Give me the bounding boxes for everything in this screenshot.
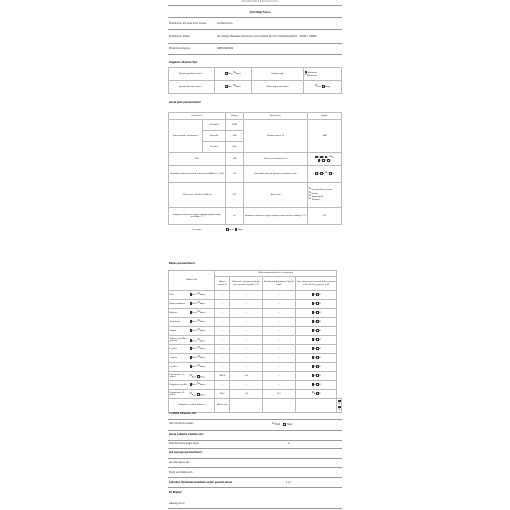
height-label: Yükseklik <box>203 120 226 131</box>
compartment-name: Şarap saklama <box>169 303 185 306</box>
climate-option-label: Genişletilmiş ılıman <box>310 189 332 192</box>
appliance-type-title: Soğutma cihazının tipi: <box>169 61 198 64</box>
checked-mark-icon[interactable]: ☒ <box>197 310 200 314</box>
volume-cell: — <box>215 309 230 318</box>
winter-options: Evet Hayır <box>226 225 342 235</box>
option-label: Evet <box>192 366 198 369</box>
option-label: M <box>318 357 321 360</box>
option-label: A <box>314 330 317 333</box>
energy-class-option-label: E <box>320 159 323 162</box>
table-row <box>169 372 342 381</box>
wine-bottles-value: 0 <box>288 442 290 445</box>
col-header-value: Değer <box>226 113 244 120</box>
option-label: Evet <box>192 330 198 333</box>
volume-cell: — <box>215 381 230 390</box>
warranty-label: Tedarikçi tarafından belirtilen asgari garanti süresi <box>169 481 233 484</box>
checked-mark-icon[interactable]: ☒ <box>197 328 200 332</box>
divider <box>168 54 342 55</box>
compartment-type-cell <box>169 372 215 381</box>
total-volume-label: Toplam hacim (l) <box>244 120 308 153</box>
freezing-capacity-cell: 8,0 <box>263 390 296 399</box>
freezing-capacity-cell: — <box>263 381 296 390</box>
table-row <box>169 327 342 336</box>
compartment-name: Mahzen <box>169 312 178 315</box>
compartment-name: Yüksek nem/Taze yiyecek <box>169 337 188 342</box>
temperature-cell: — <box>230 363 263 372</box>
extra-info-link[interactable]: www.lg.com.tr <box>169 502 185 505</box>
table-row <box>169 291 342 300</box>
temperature-cell: — <box>230 354 263 363</box>
defrost-type-cell <box>295 372 337 381</box>
supplier-address-label: Tedarikçinin adresi: <box>169 35 191 38</box>
option-label: M <box>318 303 321 306</box>
divider <box>168 440 342 441</box>
col-header-parameter-2: Parametre <box>244 113 308 120</box>
checked-mark-icon[interactable]: ☒ <box>314 84 317 88</box>
temperature-cell: — <box>230 381 263 390</box>
light-source-title: Işık kaynağı parametreleri: <box>169 451 203 454</box>
defrost-type-cell <box>295 327 337 336</box>
compartment-type-cell <box>169 390 215 399</box>
option-label: Evet <box>192 312 198 315</box>
option-label: Hayır <box>199 303 206 306</box>
freezing-capacity-cell: — <box>263 291 296 300</box>
option-label: Hayır <box>199 357 206 360</box>
low-noise-options: Evet ☒Hayır <box>214 68 251 81</box>
option-label: Evet <box>192 321 198 324</box>
table-row <box>169 399 342 413</box>
option-label: A <box>314 312 317 315</box>
climate-option-label: Subtropikal <box>310 195 324 198</box>
noise-class-options <box>308 166 342 183</box>
min-temp-label: Soğutma cihazının uygun olduğu asgari ortam sıcaklığı (°C) <box>169 208 226 225</box>
checked-mark-icon[interactable]: ☒ <box>189 374 192 378</box>
compartment-type-cell <box>169 318 215 327</box>
temperature-cell: — <box>230 336 263 345</box>
option-label: A <box>314 348 317 351</box>
product-information-sheet <box>168 0 342 510</box>
option-label: A <box>314 357 317 360</box>
light-class-label: Enerji verimliliği sınıfı <box>169 471 193 474</box>
energy-class-label: Enerji verimliliği sınıfı <box>244 153 308 166</box>
volume-cell: — <box>215 345 230 354</box>
option-label: A <box>314 384 317 387</box>
col-header-compartment-type: Bölme tipi <box>169 271 215 291</box>
model-label: Model tanımlayıcısı: <box>169 47 191 50</box>
volume-cell: 98,0 <box>215 390 230 399</box>
defrost-type-cell <box>295 390 337 399</box>
supplier-name-value: LG Electronics <box>217 22 233 25</box>
divider <box>168 5 342 6</box>
checked-mark-icon[interactable]: ☒ <box>308 187 311 191</box>
low-noise-label: Düşük gürültülü cihaz: <box>169 68 215 81</box>
compartment-name: Dondurucu (4-yıldız) <box>169 391 185 396</box>
noise-label: Havadaki akustik gürültü emisyonu [dB(A) re 1 pW] <box>169 166 226 183</box>
four-star-title: 4 yıldızlı bölmeler için <box>169 412 197 415</box>
design-type-label: Tasarım tipi: <box>252 68 304 81</box>
table-row <box>169 354 342 363</box>
checked-mark-icon[interactable]: ☒ <box>197 301 200 305</box>
divider <box>168 43 342 44</box>
freezing-capacity-cell: — <box>263 372 296 381</box>
divider <box>168 448 342 449</box>
checked-mark-icon[interactable]: ☒ <box>197 319 200 323</box>
checked-mark-icon[interactable]: ☒ <box>197 338 200 342</box>
temperature-cell: — <box>230 291 263 300</box>
max-temp-value: 43 <box>308 208 342 225</box>
option-label: Evet <box>191 394 198 396</box>
compartment-name: Kiler <box>169 294 175 297</box>
temperature-cell: — <box>230 345 263 354</box>
option-label: Evet <box>192 348 198 351</box>
table-row <box>169 309 342 318</box>
wine-bottles-label: Standart şarap şişesi sayısı <box>169 442 199 445</box>
checkbox[interactable] <box>338 400 341 403</box>
table-row <box>169 381 342 390</box>
freezing-capacity-cell <box>295 399 340 413</box>
checked-mark-icon[interactable]: ☒ <box>308 197 311 201</box>
energy-class-option-label: F <box>325 159 327 162</box>
option-label: Hayır <box>199 348 206 351</box>
checked-mark-icon[interactable]: ☒ <box>233 84 236 88</box>
light-type-label: Işık kaynağının tipi <box>169 461 190 464</box>
compartment-name: 2-yıldız <box>169 366 177 369</box>
checked-mark-icon[interactable]: ☒ <box>197 292 200 296</box>
compartment-type-cell <box>169 354 215 363</box>
temperature-cell: — <box>230 309 263 318</box>
option-label: A <box>314 375 317 378</box>
option-label: M <box>318 384 321 387</box>
divider <box>168 508 342 509</box>
height-value: 1980 <box>226 120 244 131</box>
climate-options <box>308 183 342 208</box>
compartment-name: Soğuk <box>169 330 176 333</box>
wine-title: Şarap saklama cihazları için <box>169 433 204 436</box>
divider <box>168 467 342 468</box>
option-label: A <box>314 339 317 342</box>
temperature-cell: +4 <box>230 372 263 381</box>
compartment-table <box>168 270 342 413</box>
document-subtitle: Ürün Bilgi Formu <box>249 11 271 14</box>
checked-mark-icon[interactable]: ☒ <box>197 346 200 350</box>
variable-temp-label: Değişken sıcaklık bölmesi <box>169 399 215 413</box>
option-label: Evet <box>192 340 198 342</box>
freezing-capacity-cell: — <box>263 300 296 309</box>
col-header-parameter: Parametre <box>169 113 226 120</box>
checked-mark-icon[interactable]: ☒ <box>308 194 311 197</box>
table-row <box>169 336 342 345</box>
compartment-type-cell <box>169 300 215 309</box>
wine-storage-options: Evet ☒Hayır <box>214 81 251 94</box>
option-label: M <box>338 408 341 411</box>
freezing-capacity-cell: — <box>263 318 296 327</box>
volume-cell: — <box>215 291 230 300</box>
defrost-type-cell <box>295 309 337 318</box>
noise-class-option-label: A <box>318 173 321 176</box>
option-label: Evet <box>192 294 198 297</box>
defrost-type-cell <box>295 363 337 372</box>
temperature-cell: — <box>230 318 263 327</box>
compartment-type-cell <box>169 309 215 318</box>
table-row <box>169 390 342 399</box>
energy-class-options <box>308 153 342 166</box>
option-label: Evet <box>191 376 198 378</box>
option-label: Hayır <box>199 366 206 369</box>
defrost-type-cell <box>295 318 337 327</box>
option-label: A <box>314 393 317 396</box>
option-label: Hayır <box>199 340 206 342</box>
option-label: M <box>318 321 321 324</box>
table-row <box>169 345 342 354</box>
option-label: A <box>314 366 317 369</box>
divider <box>168 419 342 420</box>
checked-mark-icon[interactable]: ☒ <box>304 73 307 76</box>
compartment-type-cell <box>169 345 215 354</box>
option-label: Hayır <box>199 384 206 387</box>
defrost-type-cell <box>295 345 337 354</box>
divider <box>168 29 342 30</box>
noise-class-option-label: C <box>327 173 330 176</box>
checked-mark-icon[interactable]: ☒ <box>197 364 200 368</box>
energy-class-option-label: B <box>322 156 325 159</box>
min-temp-value: 10 <box>226 208 244 225</box>
option-label: Evet <box>192 357 198 360</box>
annual-energy-value: 227 <box>226 183 244 208</box>
warranty-value: 2 yıl <box>286 481 291 484</box>
dimensions-label: Tüm boyutlar (milimetre) <box>169 120 203 153</box>
option-label: M <box>318 312 321 315</box>
freezing-capacity-cell: — <box>263 354 296 363</box>
appliance-type-table <box>168 67 342 94</box>
defrost-type-cell <box>337 399 342 413</box>
divider <box>168 458 342 459</box>
option-label: A <box>314 294 317 297</box>
other-appliance-label: Diğer soğutma cihazı: <box>252 81 304 94</box>
freezing-capacity-cell: — <box>263 345 296 354</box>
checked-mark-icon[interactable]: ☒ <box>197 382 200 386</box>
compartment-name: Taze besin <box>169 321 181 324</box>
temperature-cell <box>263 399 296 413</box>
freezing-capacity-cell: — <box>263 363 296 372</box>
freezing-capacity-cell: — <box>263 309 296 318</box>
supplier-name-label: Tedarikçinin adı veya ticari ünvanı: <box>169 22 208 25</box>
noise-class-option-label: D <box>331 173 334 176</box>
eei-value: 108 <box>226 153 244 166</box>
max-temp-label: Soğutma cihazının uygun olduğu azami ortam sıcaklığı (°C) <box>244 208 308 225</box>
checkbox[interactable] <box>338 406 341 409</box>
total-volume-value: 384 <box>308 120 342 153</box>
option-label: M <box>318 366 321 369</box>
temperature-cell: — <box>230 327 263 336</box>
defrost-type-cell <box>295 336 337 345</box>
checkbox[interactable] <box>235 228 238 231</box>
option-label: M <box>318 348 321 351</box>
compartment-name: 1-yıldız <box>169 357 177 360</box>
noise-value: 36 <box>226 166 244 183</box>
variable-temp-value: Bölme tipi <box>215 399 230 413</box>
divider <box>168 487 342 488</box>
design-type-options: Ankastre ☒ Bağımsız <box>304 68 342 81</box>
option-label: M <box>318 294 321 297</box>
option-label: Evet <box>192 384 198 387</box>
winter-label: Kış ayarı <box>192 228 202 231</box>
document-code: (EU) 2019/2016 Bilgi Kayıt Formu <box>241 0 279 3</box>
volume-cell: — <box>215 363 230 372</box>
general-params-title: Genel ürün parametreleri: <box>169 101 202 104</box>
checked-mark-icon[interactable]: ☒ <box>189 392 192 396</box>
compartment-name: Dondurucu (3-yıldız) <box>169 373 185 378</box>
defrost-type-cell <box>295 291 337 300</box>
option-label: Hayır <box>199 394 206 396</box>
checked-mark-icon[interactable]: ☒ <box>272 422 275 425</box>
compartment-type-cell <box>169 327 215 336</box>
table-row <box>169 300 342 309</box>
col-header-freezing-capacity: Dondurma Kapasitesi (kg/24 saat) <box>263 277 296 291</box>
defrost-type-cell <box>295 381 337 390</box>
climate-option-label: Ilıman <box>310 192 318 195</box>
model-value: GBB72SWUGN <box>217 47 233 50</box>
volume-cell <box>230 399 263 413</box>
compartment-type-cell <box>169 381 215 390</box>
checked-mark-icon[interactable]: ☒ <box>308 190 311 194</box>
option-label: Hayır <box>199 330 206 333</box>
option-label: Hayır <box>199 312 206 315</box>
extra-info-title: Ek Bilgiler: <box>169 491 183 494</box>
compartment-name: Değişken sıcaklık <box>169 384 188 387</box>
table-row <box>169 318 342 327</box>
defrost-type-cell <box>295 354 337 363</box>
freezing-capacity-cell: — <box>263 327 296 336</box>
defrost-type-cell <box>295 300 337 309</box>
option-label: Hayır <box>199 376 206 378</box>
volume-cell: 266,0 <box>215 372 230 381</box>
option-label: M <box>318 339 321 342</box>
noise-class-option-label: B <box>322 173 325 176</box>
option-label: A <box>338 403 340 405</box>
compartment-name: 0-yıldız <box>169 348 177 351</box>
col-header-defrost-type: Buz çözme tipi (otomatik buz çözme = A, elle buz çözme = M) <box>295 277 337 291</box>
compartment-type-cell <box>169 291 215 300</box>
option-label: A <box>314 303 317 306</box>
width-label: Genişlik <box>203 131 226 142</box>
climate-label: İklim sınıfı <box>244 183 308 208</box>
energy-class-option-label: C <box>327 156 330 159</box>
noise-class-label: Havadaki akustik gürültü emisyonu sınıfı <box>244 166 308 183</box>
checked-mark-icon[interactable]: ☒ <box>233 71 236 75</box>
option-label: Hayır <box>199 321 206 324</box>
depth-label: Derinlik <box>203 142 226 153</box>
table-row <box>169 363 342 372</box>
wine-storage-label: Şarap saklama cihazı: <box>169 81 215 94</box>
option-label: M <box>318 393 321 396</box>
volume-cell: — <box>215 318 230 327</box>
compartment-type-cell <box>169 363 215 372</box>
width-value: 595 <box>226 131 244 142</box>
option-label: A <box>314 321 317 324</box>
compartment-type-cell <box>169 336 215 345</box>
col-header-value-2: Değer <box>308 113 342 120</box>
volume-cell: — <box>215 354 230 363</box>
supplier-address-value: Yeni Sanayi Mahallesi Denizli Ana yolu Caddesi No:17-2 Güzelbahçe/İzmir - 34096 / TURKEY <box>217 35 318 38</box>
checked-mark-icon[interactable]: ☒ <box>329 154 332 158</box>
divider <box>168 430 342 431</box>
option-label: M <box>318 330 321 333</box>
fast-freeze-options: ☒ Evet Hayır <box>272 422 293 426</box>
energy-class-option-label: G <box>329 159 332 162</box>
option-label: Hayır <box>199 294 206 297</box>
option-label: Evet <box>192 303 198 306</box>
divider <box>168 17 342 18</box>
volume-cell: — <box>215 336 230 345</box>
checked-mark-icon[interactable]: ☒ <box>197 355 200 359</box>
checkbox[interactable] <box>283 423 286 426</box>
energy-class-option-label: A <box>318 156 321 159</box>
volume-cell: — <box>215 327 230 336</box>
col-header-volume: Bölme hacmi (l) <box>215 277 230 291</box>
other-appliance-options: ☒Evet Hayır <box>304 81 342 94</box>
volume-cell: — <box>215 300 230 309</box>
temperature-cell: -18 <box>230 390 263 399</box>
option-label: M <box>318 375 321 378</box>
general-params-table <box>168 112 342 235</box>
climate-option-label: Tropikal <box>310 199 320 202</box>
fast-freeze-label: Hızlı dondurma imkanı <box>169 422 194 425</box>
temperature-cell: — <box>230 300 263 309</box>
annual-energy-label: Yıllık enerji tüketimi (kWh/a) <box>169 183 226 208</box>
energy-class-option-label: D <box>331 156 334 159</box>
depth-value: 655 <box>226 142 244 153</box>
col-header-temperature: Bölmenin çalışma sıcaklığı için önerilen ayarlar (°C) <box>230 277 263 291</box>
checked-mark-icon[interactable]: ☒ <box>324 171 328 175</box>
checked-mark-icon[interactable]: ☒ <box>311 391 315 395</box>
divider <box>168 477 342 478</box>
compartment-params-title: Bölme parametreleri: <box>169 262 196 265</box>
freezing-capacity-cell: — <box>263 336 296 345</box>
group-header: Bölme parametreleri ve değerleri <box>215 271 337 277</box>
eei-label: EEI <box>169 153 226 166</box>
